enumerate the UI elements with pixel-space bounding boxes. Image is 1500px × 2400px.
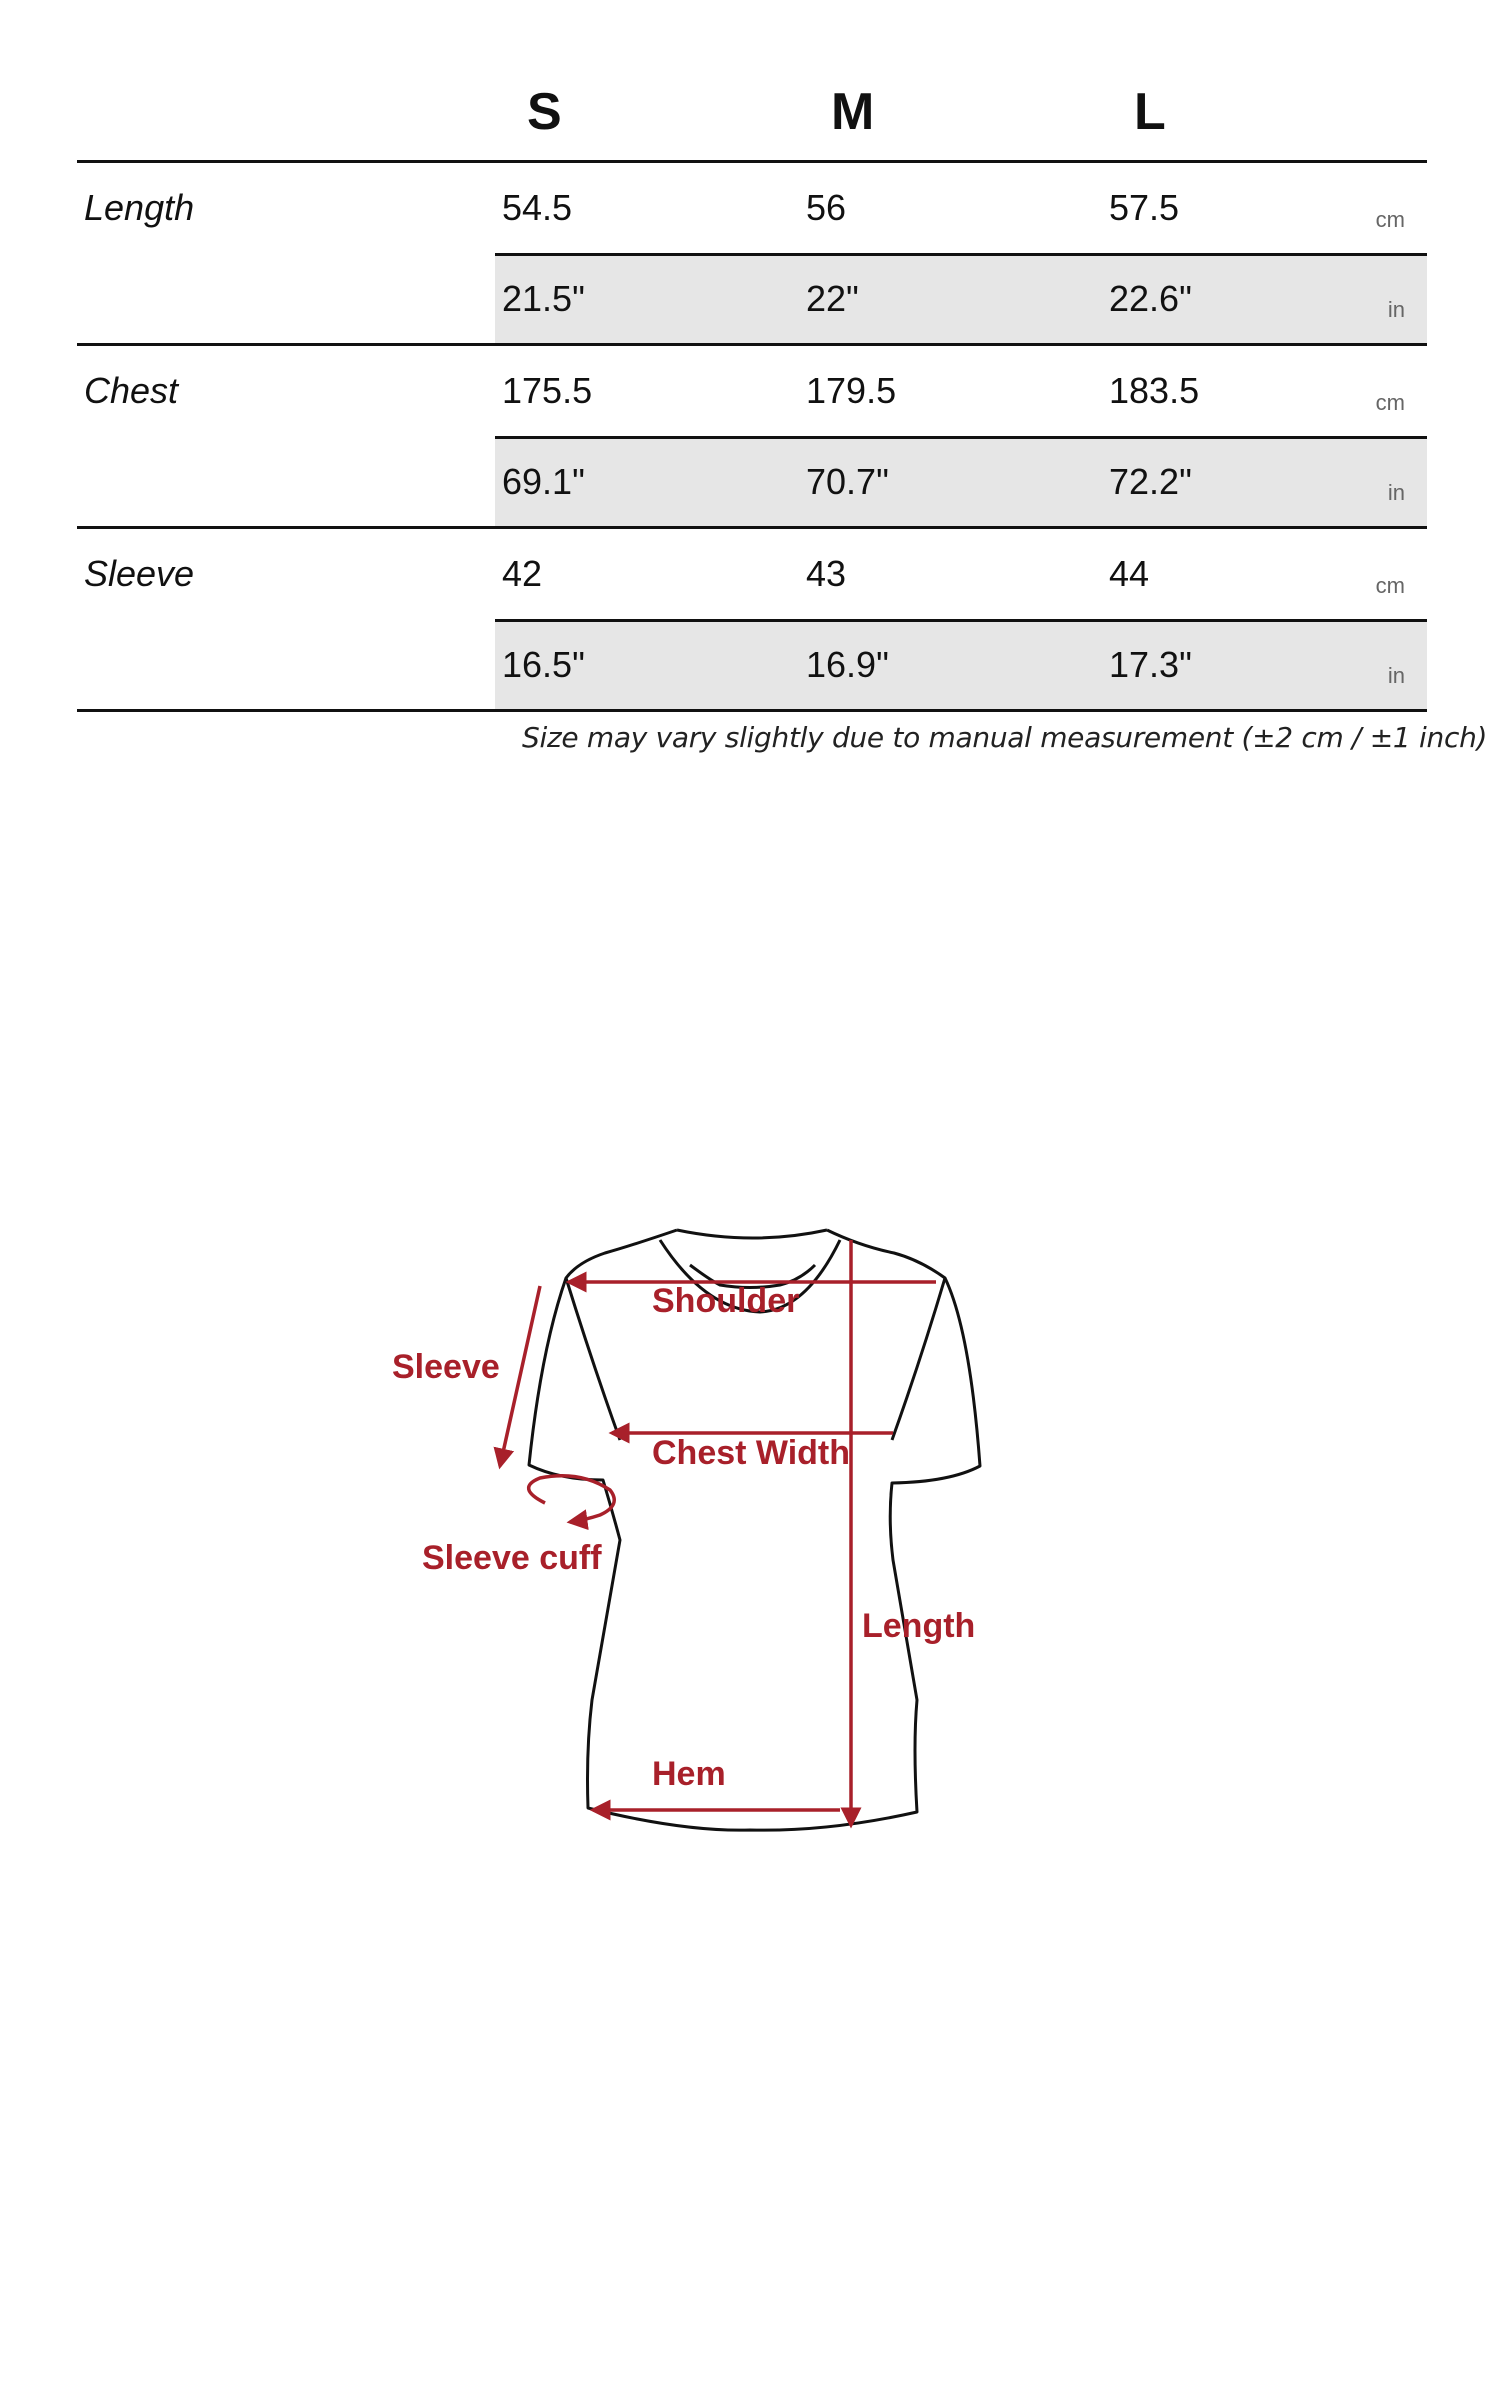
value-cell: 183.5 (1109, 370, 1200, 411)
unit-label: cm (1375, 573, 1405, 598)
unit-label: cm (1375, 390, 1405, 415)
value-cell: 70.7" (806, 461, 889, 502)
measurement-label: Length (84, 187, 195, 228)
value-cell: 54.5 (502, 187, 573, 228)
unit-label: in (1387, 297, 1405, 322)
table-row-cm (495, 163, 1427, 253)
size-header-l: L (1134, 83, 1166, 141)
sleeve-arrow (500, 1286, 540, 1466)
size-header-s: S (527, 83, 562, 141)
unit-label: in (1387, 663, 1405, 688)
tshirt-diagram-svg (0, 1150, 1500, 1850)
table-row-cm (495, 529, 1427, 619)
shoulder-label: Shoulder (652, 1282, 800, 1320)
table-row-in (495, 436, 1427, 526)
sleeve-label: Sleeve (392, 1348, 500, 1386)
measurement-arrows (500, 1240, 936, 1825)
table-row-in (495, 253, 1427, 343)
value-cell: 42 (502, 553, 543, 594)
value-cell: 175.5 (502, 370, 593, 411)
size-header-row (77, 76, 1427, 163)
chest-width-label: Chest Width (652, 1434, 851, 1472)
measurement-group-chest (77, 346, 1427, 529)
measurement-label: Chest (84, 370, 179, 411)
value-cell: 72.2" (1109, 461, 1192, 502)
table-row-in (495, 619, 1427, 709)
size-table (77, 76, 1427, 712)
value-cell: 21.5" (502, 278, 585, 319)
measurement-note: Size may vary slightly due to manual measurement (±2 cm / ±1 inch) (522, 721, 1488, 754)
value-cell: 69.1" (502, 461, 585, 502)
measurement-group-length (77, 163, 1427, 346)
value-cell: 57.5 (1109, 187, 1180, 228)
measurement-group-sleeve (77, 529, 1427, 712)
length-label: Length (862, 1607, 976, 1645)
tshirt-measurement-diagram (0, 1150, 1500, 1850)
value-cell: 56 (806, 187, 847, 228)
hem-label: Hem (652, 1755, 726, 1793)
value-cell: 16.5" (502, 644, 585, 685)
sleeve-cuff-label: Sleeve cuff (422, 1539, 602, 1577)
size-header-m: M (831, 83, 875, 141)
unit-label: in (1387, 480, 1405, 505)
value-cell: 179.5 (806, 370, 897, 411)
sleeve-cuff-arrow (529, 1476, 615, 1522)
value-cell: 44 (1109, 553, 1150, 594)
value-cell: 17.3" (1109, 644, 1192, 685)
value-cell: 22.6" (1109, 278, 1192, 319)
table-row-cm (495, 346, 1427, 436)
unit-label: cm (1375, 207, 1405, 232)
value-cell: 22" (806, 278, 859, 319)
value-cell: 16.9" (806, 644, 889, 685)
value-cell: 43 (806, 553, 847, 594)
measurement-label: Sleeve (84, 553, 195, 594)
